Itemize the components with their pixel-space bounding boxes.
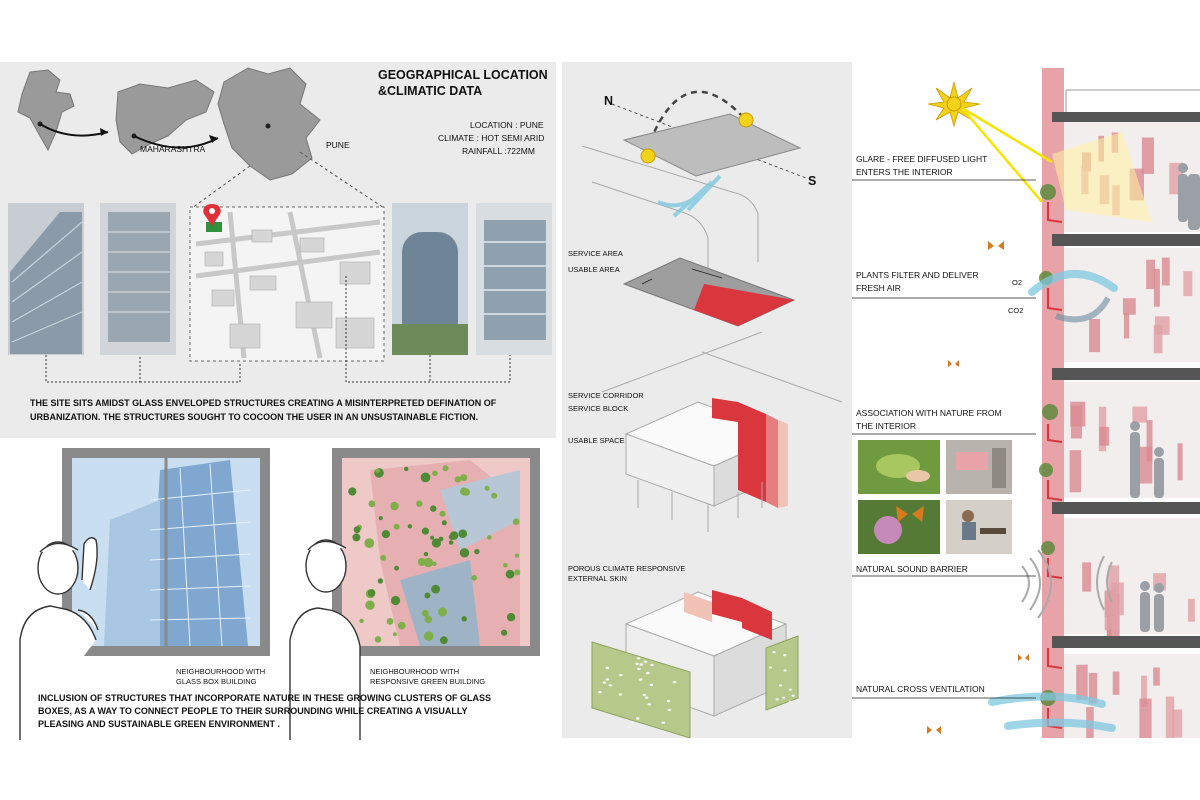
nature-label-line1: ASSOCIATION WITH NATURE FROM	[856, 408, 1002, 418]
india-map-icon	[18, 70, 74, 150]
rainfall-text: RAINFALL :722MM	[462, 146, 535, 156]
skin-label-line2: EXTERNAL SKIN	[568, 574, 627, 583]
co2-label: CO2	[1008, 306, 1024, 315]
building-photo-4	[476, 203, 552, 355]
massing-drawing	[562, 62, 852, 738]
compare-text-line2: BOXES, AS A WAY TO CONNECT PEOPLE TO THEIR SURROUNDING WHILE CREATING A VISUALLY	[38, 706, 468, 716]
ventilation-label: NATURAL CROSS VENTILATION	[856, 684, 985, 694]
geo-title-line1: GEOGRAPHICAL LOCATION	[378, 68, 548, 82]
nature-photo-room	[946, 440, 1012, 494]
city-label: PUNE	[326, 140, 350, 150]
compare-panel	[0, 440, 556, 740]
compare-text-line1: INCLUSION OF STRUCTURES THAT INCORPORATE NATURE IN THESE GROWING CLUSTERS OF GLASS	[38, 693, 492, 703]
o2-label: O2	[1012, 278, 1023, 287]
green-caption-line1: NEIGHBOURHOOD WITH	[370, 667, 460, 676]
state-label: MAHARASHTRA	[140, 144, 206, 154]
skin-label-line1: POROUS CLIMATE RESPONSIVE	[568, 564, 686, 573]
maharashtra-map-icon	[116, 80, 214, 154]
location-text: LOCATION : PUNE	[470, 120, 544, 130]
building-photo-3	[392, 203, 468, 355]
glass-caption-line2: GLASS BOX BUILDING	[176, 677, 257, 686]
geo-title-line2: &CLIMATIC DATA	[378, 84, 483, 98]
service-corridor-label: SERVICE CORRIDOR	[568, 391, 644, 400]
wind-arrows-icon	[658, 176, 720, 216]
plants-label-line2: FRESH AIR	[856, 283, 901, 293]
nature-photo-workspace	[946, 500, 1012, 554]
nature-photo-leaf	[858, 440, 940, 494]
compare-text-line3: PLEASING AND SUSTAINABLE GREEN ENVIRONMENT .	[38, 719, 281, 729]
nature-label-line2: THE INTERIOR	[856, 421, 916, 431]
green-building-window	[332, 448, 540, 656]
green-caption-line2: RESPONSIVE GREEN BUILDING	[370, 677, 486, 686]
usable-area-label: USABLE AREA	[568, 265, 620, 274]
climate-text: CLIMATE : HOT SEMI ARID	[438, 133, 545, 143]
sound-label: NATURAL SOUND BARRIER	[856, 564, 968, 574]
nature-photo-butterfly	[858, 500, 940, 554]
south-label: S	[808, 174, 817, 188]
usable-space-label: USABLE SPACE	[568, 436, 625, 445]
geo-panel	[0, 62, 556, 438]
plants-label-line1: PLANTS FILTER AND DELIVER	[856, 270, 979, 280]
service-area-label: SERVICE AREA	[568, 249, 623, 258]
site-text-line1: THE SITE SITS AMIDST GLASS ENVELOPED STRUCTURES CREATING A MISINTERPRETED DEFINATION OF	[30, 398, 497, 408]
building-photo-2	[100, 203, 176, 355]
glare-label-line2: ENTERS THE INTERIOR	[856, 167, 953, 177]
section-panel	[852, 62, 1200, 738]
north-label: N	[604, 94, 614, 108]
glass-caption-line1: NEIGHBOURHOOD WITH	[176, 667, 266, 676]
site-text-line2: URBANIZATION. THE STRUCTURES SOUGHT TO COCOON THE USER IN AN UNSUSTAINABLE FICTION.	[30, 412, 479, 422]
massing-panel	[562, 62, 852, 738]
building-photo-1	[8, 203, 84, 355]
geo-drawing	[0, 62, 556, 438]
glare-label-line1: GLARE - FREE DIFFUSED LIGHT	[856, 154, 988, 164]
service-block-label: SERVICE BLOCK	[568, 404, 629, 413]
